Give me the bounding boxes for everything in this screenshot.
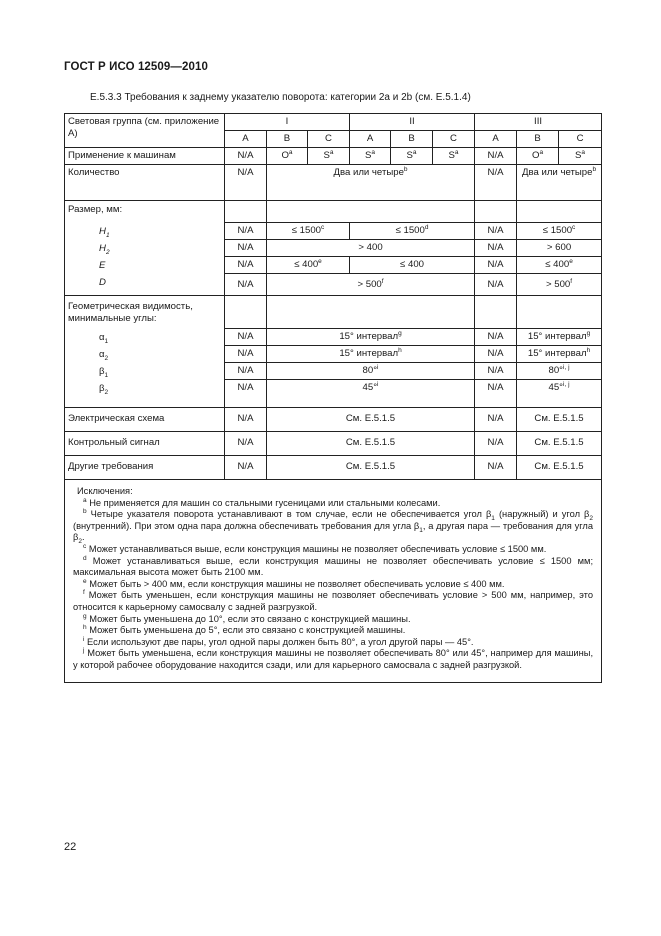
geometry-symbol-cell: $\beta_1$ (65, 363, 225, 380)
application-cell: N/A (475, 147, 517, 164)
blank-cell (225, 200, 267, 223)
geometry-row-b1 (65, 363, 602, 380)
note-b: $^b$ Четыре указателя поворота устанавливают в том случае, если не обеспечивается угол $\beta_1$ (наружный) и угол $\beta_2$ (внутренний). При этом одна пара должна обеспечивать требования для угла $\beta_1$, а другая пара — требования для угла $\beta_2$. (73, 508, 594, 546)
geometry-value: 15° интервал$^g$ (267, 329, 475, 346)
electric-value: См. Е.5.1.5 (267, 407, 475, 431)
note-e: $^e$ Может быть > 400 мм, если конструкция машины не позволяет обеспечивать условие ≤ 400 мм. (83, 577, 505, 589)
geometry-na: N/A (475, 329, 517, 346)
quantity-label: Количество (65, 164, 225, 200)
note-a: $^a$ Не применяется для машин со стальными гусеницами или стальными колесами. (83, 496, 441, 508)
blank-cell (517, 295, 602, 329)
size-symbol-cell: $H_2$ (65, 240, 225, 257)
size-row-h1 (65, 223, 602, 240)
size-row-e (65, 257, 602, 274)
subcol-header: A (225, 130, 267, 147)
geometry-value: 45°$^i$ (267, 380, 475, 408)
electric-na: N/A (475, 407, 517, 431)
subcol-header: C (308, 130, 350, 147)
application-cell: $S^a$ (559, 147, 602, 164)
note-c: $^c$ Может устанавливаться выше, если конструкция машины не позволяет обеспечивать условие ≤ 1500 мм. (83, 542, 547, 554)
size-value: > 600 (517, 240, 602, 257)
size-na: N/A (475, 274, 517, 296)
notes-row (65, 479, 602, 682)
size-na: N/A (225, 223, 267, 240)
requirements-table (64, 113, 602, 683)
size-na: N/A (475, 223, 517, 240)
geometry-na: N/A (475, 363, 517, 380)
geometry-symbol-cell: $\alpha_2$ (65, 346, 225, 363)
size-value: ≤ 400 (350, 257, 475, 274)
size-symbol-cell: E (65, 257, 225, 274)
size-value: ≤ $400^e$ (517, 257, 602, 274)
geometry-na: N/A (475, 346, 517, 363)
application-cell: $O^a$ (517, 147, 559, 164)
blank-cell (267, 295, 475, 329)
geometry-value: 45°$^{i, j}$ (517, 380, 602, 408)
blank-cell (225, 295, 267, 329)
geometry-na: N/A (225, 363, 267, 380)
blank-cell (267, 200, 475, 223)
group-ii: II (350, 114, 475, 131)
size-na: N/A (475, 257, 517, 274)
application-row (65, 147, 602, 164)
application-cell: $S^a$ (433, 147, 475, 164)
note-i: $^i$ Если используют две пары, угол одной пары должен быть 80°, а угол другой пары — 45°. (83, 635, 474, 647)
size-symbol-cell: D (65, 274, 225, 296)
application-label: Применение к машинам (65, 147, 225, 164)
control-value: См. Е.5.1.5 (267, 431, 475, 455)
electric-value: См. Е.5.1.5 (517, 407, 602, 431)
geometry-row-a2 (65, 346, 602, 363)
other-row (65, 455, 602, 479)
quantity-row (65, 164, 602, 200)
control-label: Контрольный сигнал (65, 431, 225, 455)
electric-row (65, 407, 602, 431)
size-value: ≤ $1500^d$ (350, 223, 475, 240)
group-iii: III (475, 114, 602, 131)
size-symbol-cell: $H_1$ (65, 223, 225, 240)
note-j: $^j$ Может быть уменьшена, если конструкция машины не позволяет обеспечивать 80° или 45°, например для машины, у которой рабочее оборудование находится сзади, или для карьерного самосвала с задней разгрузкой. (73, 647, 594, 671)
subcol-header: C (433, 130, 475, 147)
geometry-na: N/A (225, 329, 267, 346)
geometry-value: 15° интервал$^h$ (517, 346, 602, 363)
subcol-header: A (350, 130, 391, 147)
geometry-na: N/A (225, 380, 267, 408)
document-header: ГОСТ Р ИСО 12509—2010 (64, 61, 209, 73)
table-caption: Е.5.3.3 Требования к заднему указателю поворота: категории 2а и 2b (см. Е.5.1.4) (90, 92, 471, 103)
application-cell: $S^a$ (391, 147, 433, 164)
subcol-header: B (391, 130, 433, 147)
quantity-right: Два или четыре$^b$ (517, 164, 602, 200)
note-h: $^h$ Может быть уменьшена до 5°, если это связано с конструкцией машины. (83, 624, 406, 636)
other-value: См. Е.5.1.5 (517, 455, 602, 479)
application-cell: $S^a$ (350, 147, 391, 164)
geometry-value: 15° интервал$^h$ (267, 346, 475, 363)
group-i: I (225, 114, 350, 131)
geometry-na: N/A (225, 346, 267, 363)
other-label: Другие требования (65, 455, 225, 479)
notes-title: Исключения: (77, 485, 133, 496)
size-value: ≤ $1500^c$ (267, 223, 350, 240)
subcol-header: B (517, 130, 559, 147)
size-row-d (65, 274, 602, 296)
geometry-label: Геометрическая видимость, минимальные углы: (65, 295, 225, 329)
control-na: N/A (475, 431, 517, 455)
blank-cell (517, 200, 602, 223)
geometry-row-b2 (65, 380, 602, 408)
page-number: 22 (64, 841, 77, 853)
control-na: N/A (225, 431, 267, 455)
quantity-na-2: N/A (475, 164, 517, 200)
size-label: Размер, мм: (65, 200, 225, 223)
blank-cell (475, 295, 517, 329)
note-g: $^g$ Может быть уменьшена до 10°, если это связано с конструкцией машины. (83, 612, 411, 624)
control-value: См. Е.5.1.5 (517, 431, 602, 455)
subcol-header: C (559, 130, 602, 147)
note-d: $^d$ Может устанавливаться выше, если конструкция машины не позволяет обеспечивать условие ≤ 1500 мм; максимальная высота может быть 2100 мм. (73, 554, 594, 578)
geometry-symbol-cell: $\beta_2$ (65, 380, 225, 408)
other-na: N/A (225, 455, 267, 479)
size-value: ≤ $1500^c$ (517, 223, 602, 240)
group-header-row (65, 114, 602, 131)
size-na: N/A (225, 274, 267, 296)
geometry-symbol-cell: $\alpha_1$ (65, 329, 225, 346)
geometry-header-row (65, 295, 602, 329)
other-value: См. Е.5.1.5 (267, 455, 475, 479)
size-row-h2 (65, 240, 602, 257)
size-value: ≤ $400^e$ (267, 257, 350, 274)
size-value: > $500^f$ (517, 274, 602, 296)
size-na: N/A (475, 240, 517, 257)
size-value: > $500^f$ (267, 274, 475, 296)
quantity-span: Два или четыре$^b$ (267, 164, 475, 200)
geometry-value: 15° интервал$^g$ (517, 329, 602, 346)
electric-na: N/A (225, 407, 267, 431)
size-header-row (65, 200, 602, 223)
application-cell: $O^a$ (267, 147, 308, 164)
geometry-na: N/A (475, 380, 517, 408)
geometry-value: 80°$^i$ (267, 363, 475, 380)
geometry-row-a1 (65, 329, 602, 346)
application-cell: $S^a$ (308, 147, 350, 164)
blank-cell (475, 200, 517, 223)
size-na: N/A (225, 257, 267, 274)
note-f: $^f$ Может быть уменьшен, если конструкция машины не позволяет обеспечивать условие > 500 мм, например, это относится к карьерному самосвалу с задней разгрузкой. (73, 589, 594, 613)
size-na: N/A (225, 240, 267, 257)
size-value: > 400 (267, 240, 475, 257)
group-label: Световая группа (см. приложение А) (65, 114, 225, 148)
exceptions-notes (65, 479, 602, 682)
control-row (65, 431, 602, 455)
subcol-header: B (267, 130, 308, 147)
application-cell: N/A (225, 147, 267, 164)
other-na: N/A (475, 455, 517, 479)
electric-label: Электрическая схема (65, 407, 225, 431)
geometry-value: 80°$^{i, j}$ (517, 363, 602, 380)
subcol-header: A (475, 130, 517, 147)
quantity-na-1: N/A (225, 164, 267, 200)
